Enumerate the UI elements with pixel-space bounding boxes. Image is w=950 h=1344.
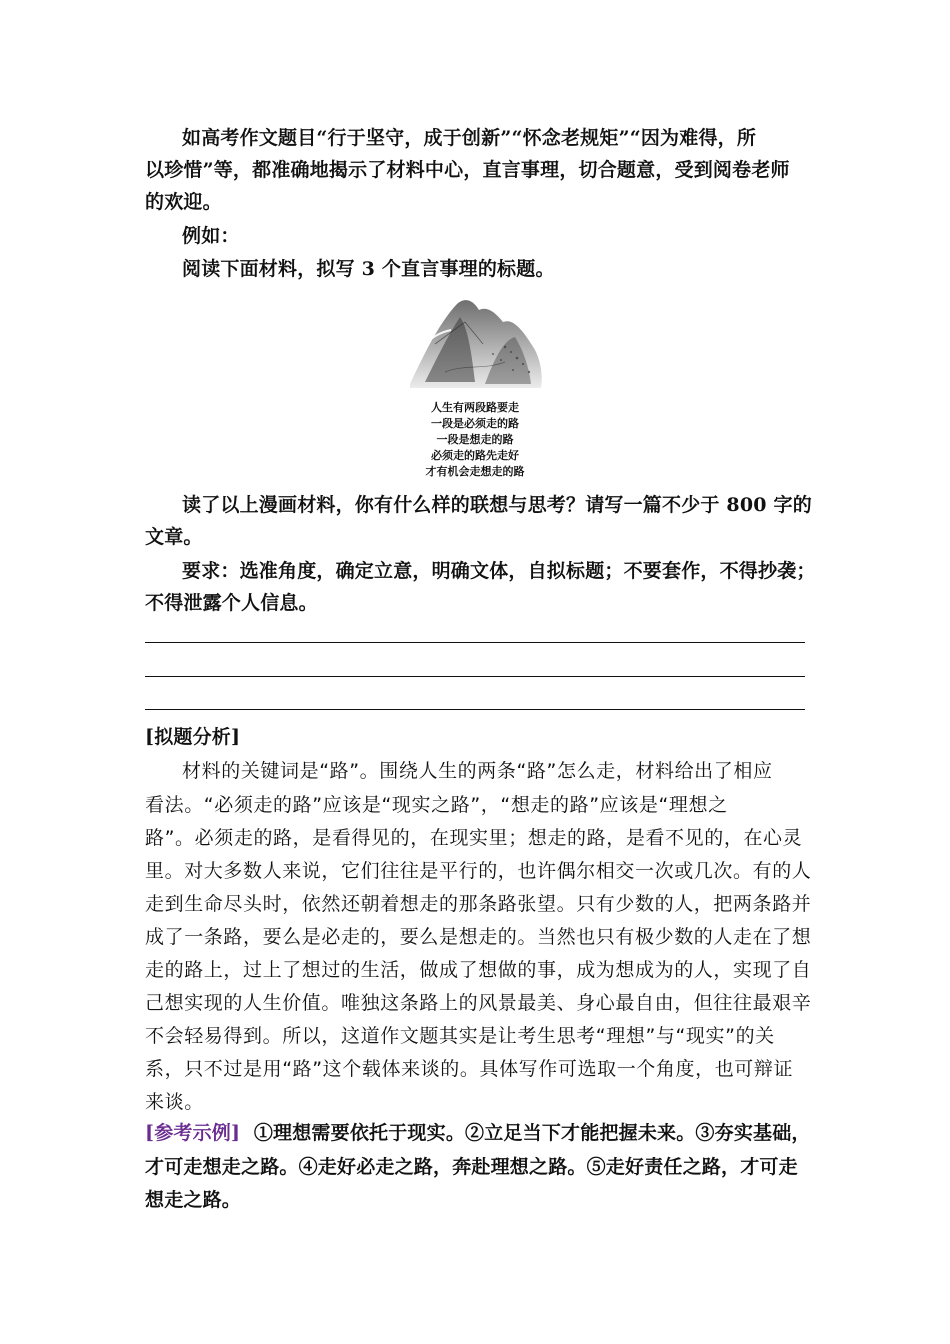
analysis-line: 里。对大多数人来说，它们往往是平行的，也许偶尔相交一次或几次。有的人 — [145, 860, 812, 882]
answer-line-1 — [145, 642, 805, 643]
analysis-line: 不会轻易得到。所以，这道作文题其实是让考生思考“理想”与“现实”的关 — [145, 1025, 775, 1047]
reference-line-2: 才可走想走之路。④走好必走之路，奔赴理想之路。⑤走好责任之路，才可走 — [145, 1156, 798, 1178]
intro-line-3: 的欢迎。 — [145, 191, 222, 213]
analysis-line: 成了一条路，要么是必走的，要么是想走的。当然也只有极少数的人走在了想 — [145, 926, 812, 948]
intro-line-1: 如高考作文题目“行于坚守，成于创新”“怀念老规矩”“因为难得，所 — [182, 127, 757, 149]
poem-line-5: 才有机会走想走的路 — [425, 465, 525, 478]
answer-line-3 — [145, 709, 805, 710]
analysis-line: 看法。“必须走的路”应该是“现实之路”，“想走的路”应该是“理想之 — [145, 794, 728, 816]
poem-line-1: 人生有两段路要走 — [431, 401, 519, 414]
analysis-line: 己想实现的人生价值。唯独这条路上的风景最美、身心最自由，但往往最艰辛 — [145, 992, 812, 1014]
analysis-heading: [拟题分析] — [145, 726, 241, 748]
answer-line-2 — [145, 676, 805, 677]
poem-line-4: 必须走的路先走好 — [431, 449, 519, 462]
poem-line-3: 一段是想走的路 — [436, 433, 514, 446]
task-line: 阅读下面材料，拟写 3 个直言事理的标题。 — [182, 258, 555, 280]
analysis-line: 来谈。 — [145, 1091, 204, 1113]
analysis-line: 材料的关键词是“路”。围绕人生的两条“路”怎么走，材料给出了相应 — [182, 760, 773, 782]
requirement-line-1: 要求：选准角度，确定立意，明确文体，自拟标题；不要套作，不得抄袭； — [182, 560, 816, 582]
intro-line-2: 以珍惜”等，都准确地揭示了材料中心，直言事理，切合题意，受到阅卷老师 — [145, 159, 790, 181]
analysis-line: 系，只不过是用“路”这个载体来谈的。具体写作可选取一个角度，也可辩证 — [145, 1058, 794, 1080]
reference-line-3: 想走之路。 — [145, 1189, 242, 1211]
analysis-line: 路”。必须走的路，是看得见的，在现实里；想走的路，是看不见的，在心灵 — [145, 827, 803, 849]
prompt-line-2: 文章。 — [145, 526, 203, 548]
prompt-line-1: 读了以上漫画材料，你有什么样的联想与思考？请写一篇不少于 800 字的 — [182, 494, 812, 516]
example-label: 例如： — [182, 225, 240, 247]
requirement-line-2: 不得泄露个人信息。 — [145, 592, 318, 614]
analysis-line: 走到生命尽头时，依然还朝着想走的那条路张望。只有少数的人，把两条路并 — [145, 893, 812, 915]
reference-line-1 — [145, 1121, 810, 1145]
poem-line-2: 一段是必须走的路 — [431, 417, 519, 430]
reference-tag: [参考示例] — [145, 1122, 241, 1144]
analysis-line: 走的路上，过上了想过的生活，做成了想做的事，成为想成为的人，实现了自 — [145, 959, 812, 981]
reference-text-1: ①理想需要依托于现实。②立足当下才能把握未来。③夯实基础， — [253, 1122, 811, 1144]
